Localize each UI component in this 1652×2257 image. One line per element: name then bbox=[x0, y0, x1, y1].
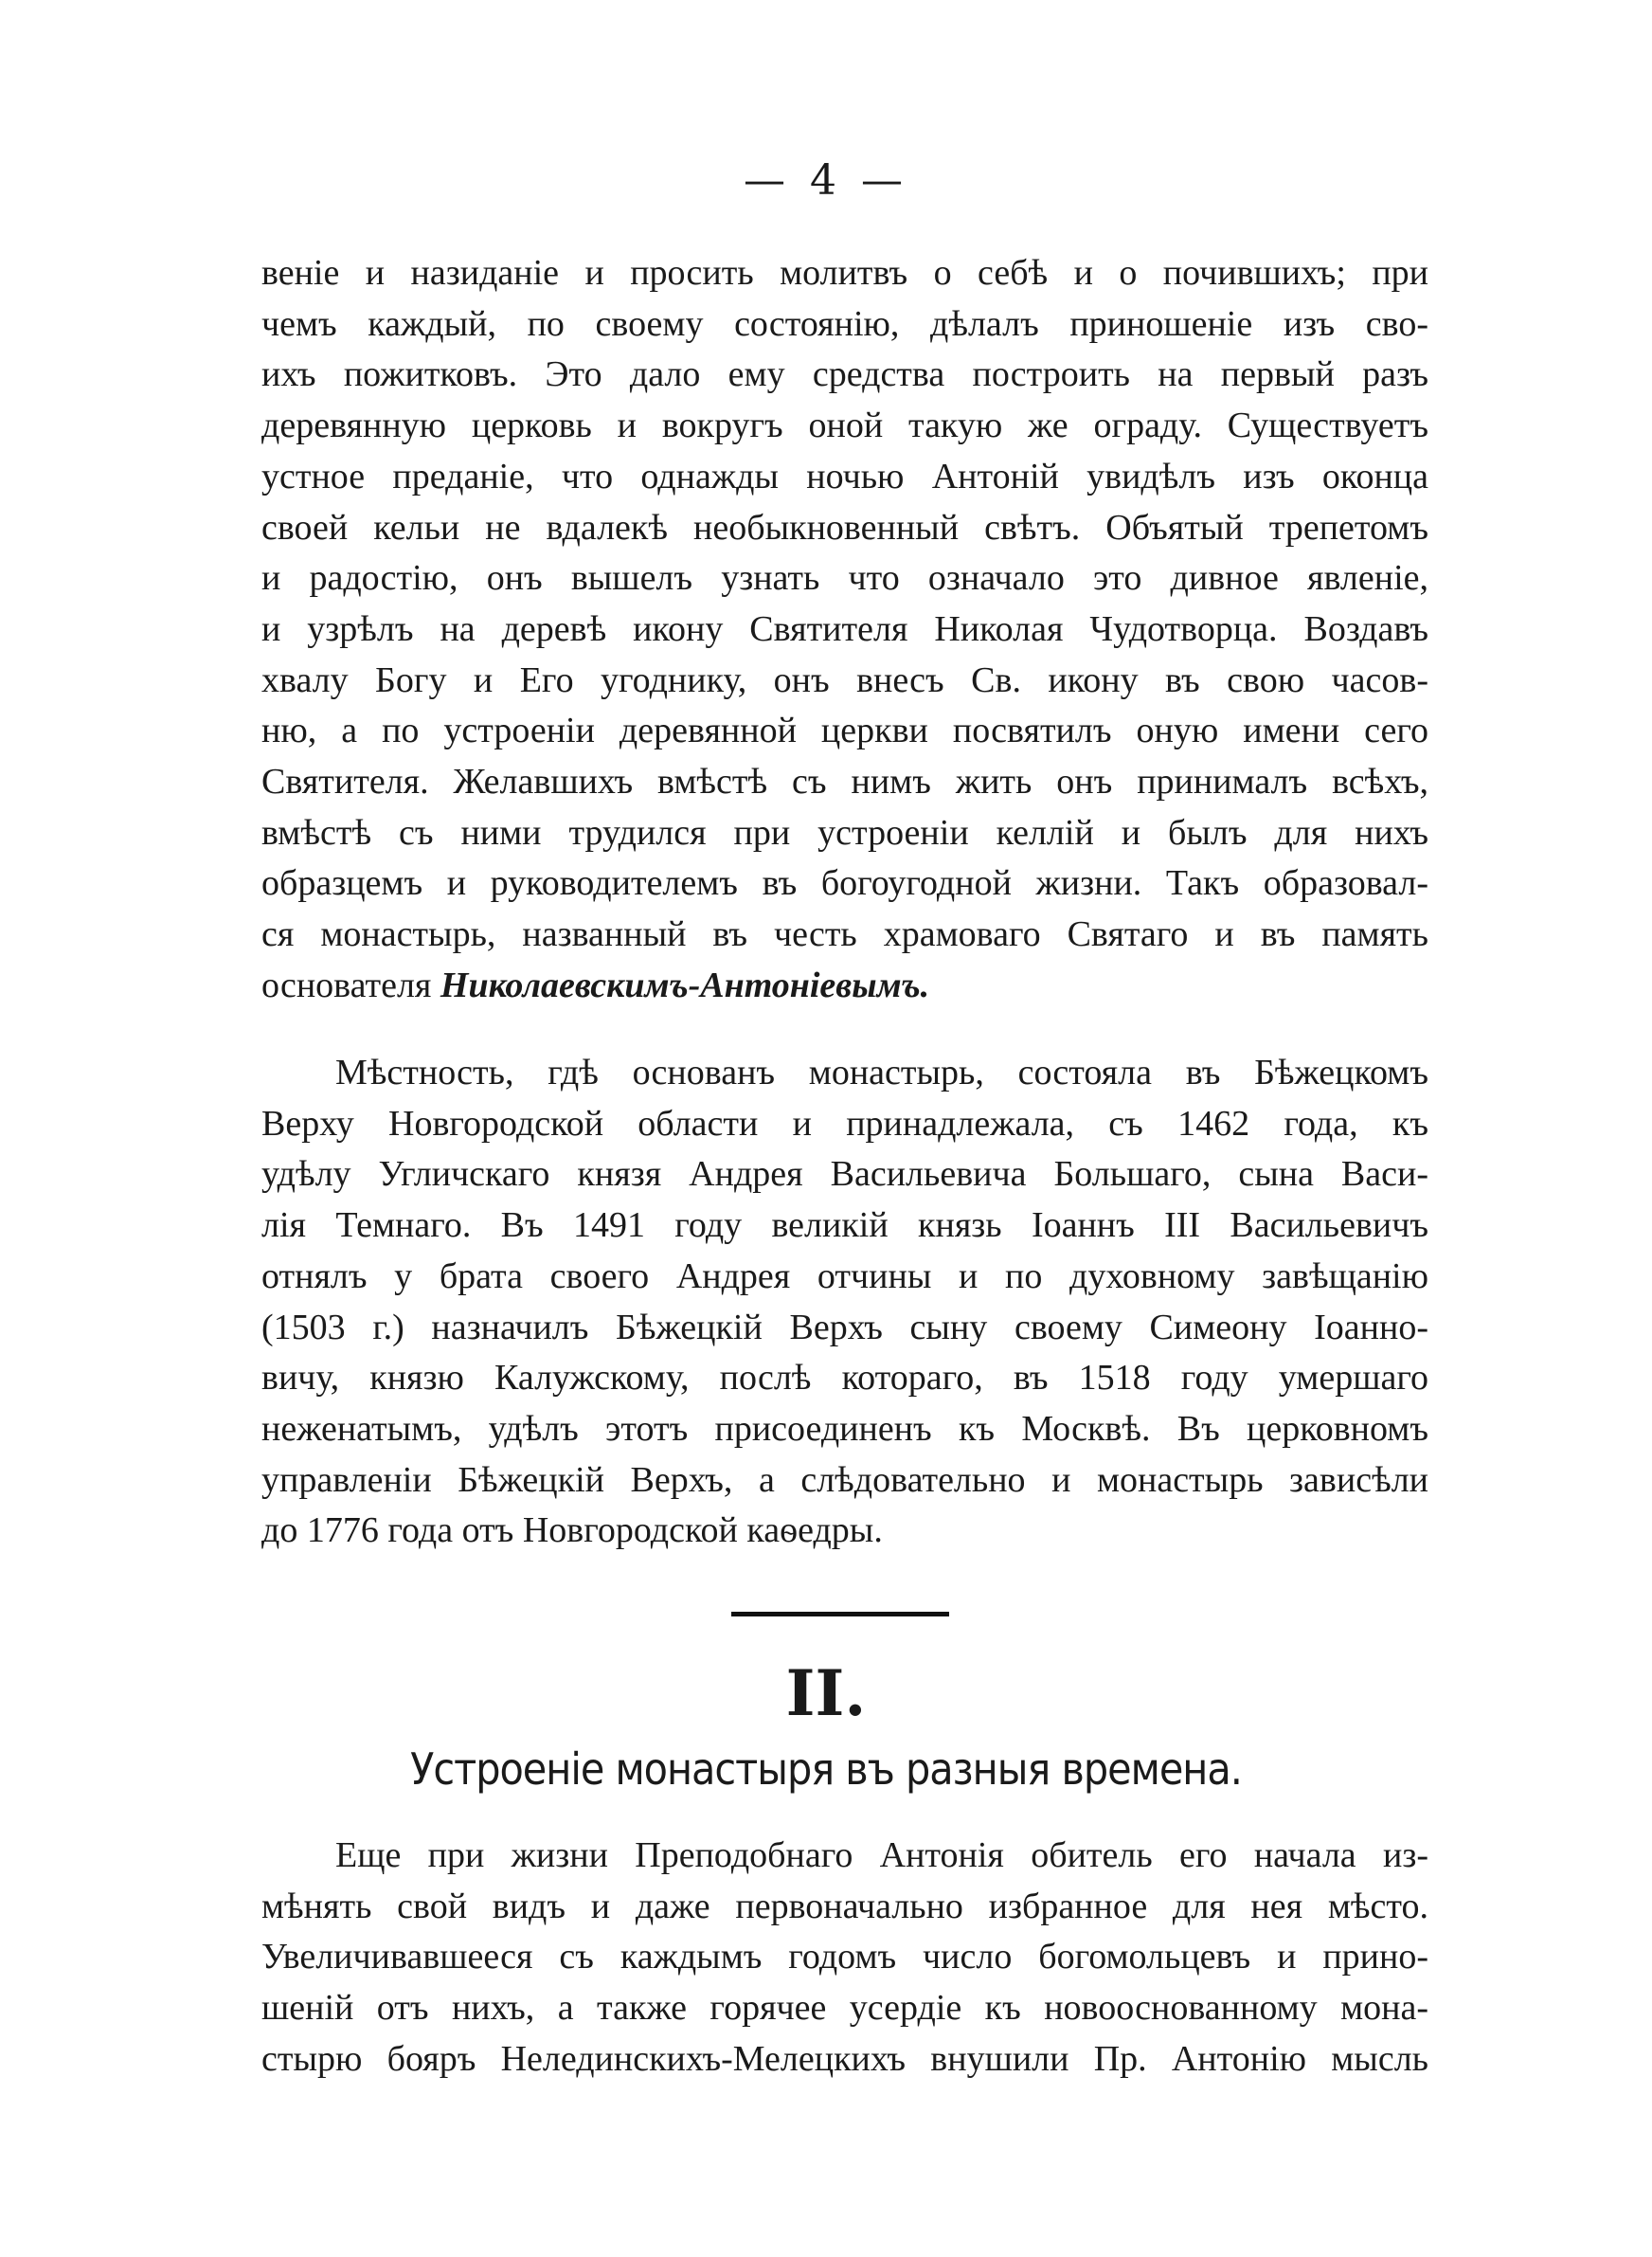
page-number: — 4 — bbox=[744, 156, 908, 205]
text-line: веніе и назиданіе и просить молитвъ о себѣ и о почившихъ; при bbox=[261, 253, 1428, 293]
text-line: отнялъ у брата своего Андрея отчины и по духовному завѣщанію bbox=[261, 1255, 1428, 1296]
text-line: ся монастырь, названный въ честь храмоваго Святаго и въ память bbox=[261, 914, 1428, 955]
paragraph-1 bbox=[261, 248, 1428, 1012]
text-line: вичу, князю Калужскому, послѣ котораго, въ 1518 году умершаго bbox=[261, 1358, 1428, 1399]
text-line: образцемъ и руководителемъ въ богоугодной жизни. Такъ образовал- bbox=[261, 863, 1428, 904]
chapter-numeral: II. bbox=[785, 1656, 867, 1730]
text-line: Святителя. Желавшихъ вмѣстѣ съ нимъ жить онъ принималъ всѣхъ, bbox=[261, 762, 1428, 803]
text-line: (1503 г.) назначилъ Бѣжецкій Верхъ сыну своему Симеону Іоанно- bbox=[261, 1307, 1428, 1347]
text-line: Мѣстность, гдѣ основанъ монастырь, состояла въ Бѣжецкомъ bbox=[335, 1053, 1428, 1092]
text-line: и радостію, онъ вышелъ узнать что означало это дивное явленіе, bbox=[261, 558, 1428, 599]
text-line: до 1776 года отъ Новгородской каѳедры. bbox=[261, 1510, 883, 1551]
text-line: вмѣстѣ съ ними трудился при устроеніи келлій и былъ для нихъ bbox=[261, 812, 1428, 853]
text-line: лія Темнаго. Въ 1491 году великій князь Іоаннъ III Васильевичъ bbox=[261, 1205, 1428, 1246]
text-prefix: основателя bbox=[261, 965, 440, 1005]
text-line: мѣнять свой видъ и даже первоначально избранное для нея мѣсто. bbox=[261, 1886, 1428, 1926]
paragraph-2 bbox=[261, 1048, 1428, 1557]
chapter-title: Устроеніе монастыря въ разныя времена. bbox=[410, 1743, 1242, 1795]
text-line: управленіи Бѣжецкій Верхъ, а слѣдовательно и монастырь зависѣли bbox=[261, 1459, 1428, 1500]
text-line-last bbox=[261, 961, 1428, 1012]
text-line: и узрѣлъ на деревѣ икону Святителя Николая Чудотворца. Воздавъ bbox=[261, 608, 1428, 649]
text-line: Верху Новгородской области и принадлежала, съ 1462 года, къ bbox=[261, 1103, 1428, 1144]
paragraph-3 bbox=[261, 1831, 1428, 2085]
text-line: Еще при жизни Преподобнаго Антонія обитель его начала из- bbox=[335, 1835, 1428, 1875]
text-line: своей кельи не вдалекѣ необыкновенный свѣтъ. Объятый трепетомъ bbox=[261, 507, 1428, 548]
text-line: хвалу Богу и Его угоднику, онъ внесъ Св. икону въ свою часов- bbox=[261, 659, 1428, 700]
text-line: шеній отъ нихъ, а также горячее усердіе къ новооснованному мона- bbox=[261, 1988, 1428, 2029]
text-line: Увеличивавшееся съ каждымъ годомъ число богомольцевъ и прино- bbox=[261, 1937, 1428, 1977]
text-line: удѣлу Угличскаго князя Андрея Васильевича Большаго, сына Васи- bbox=[261, 1154, 1428, 1195]
monastery-name: Николаевскимъ-Антоніевымъ. bbox=[440, 965, 930, 1005]
text-line: стырю бояръ Нелединскихъ-Мелецкихъ внушили Пр. Антонію мысль bbox=[261, 2038, 1428, 2079]
text-line: ихъ пожитковъ. Это дало ему средства построить на первый разъ bbox=[261, 354, 1428, 395]
text-line: устное преданіе, что однажды ночью Антоній увидѣлъ изъ оконца bbox=[261, 456, 1428, 497]
section-divider bbox=[731, 1612, 949, 1616]
text-line: ню, а по устроеніи деревянной церкви посвятилъ оную имени сего bbox=[261, 711, 1428, 751]
text-line: чемъ каждый, по своему состоянію, дѣлалъ приношеніе изъ сво- bbox=[261, 303, 1428, 344]
text-line: деревянную церковь и вокругъ оной такую же ограду. Существуетъ bbox=[261, 406, 1428, 446]
text-line: неженатымъ, удѣлъ этотъ присоединенъ къ Москвѣ. Въ церковномъ bbox=[261, 1408, 1428, 1449]
